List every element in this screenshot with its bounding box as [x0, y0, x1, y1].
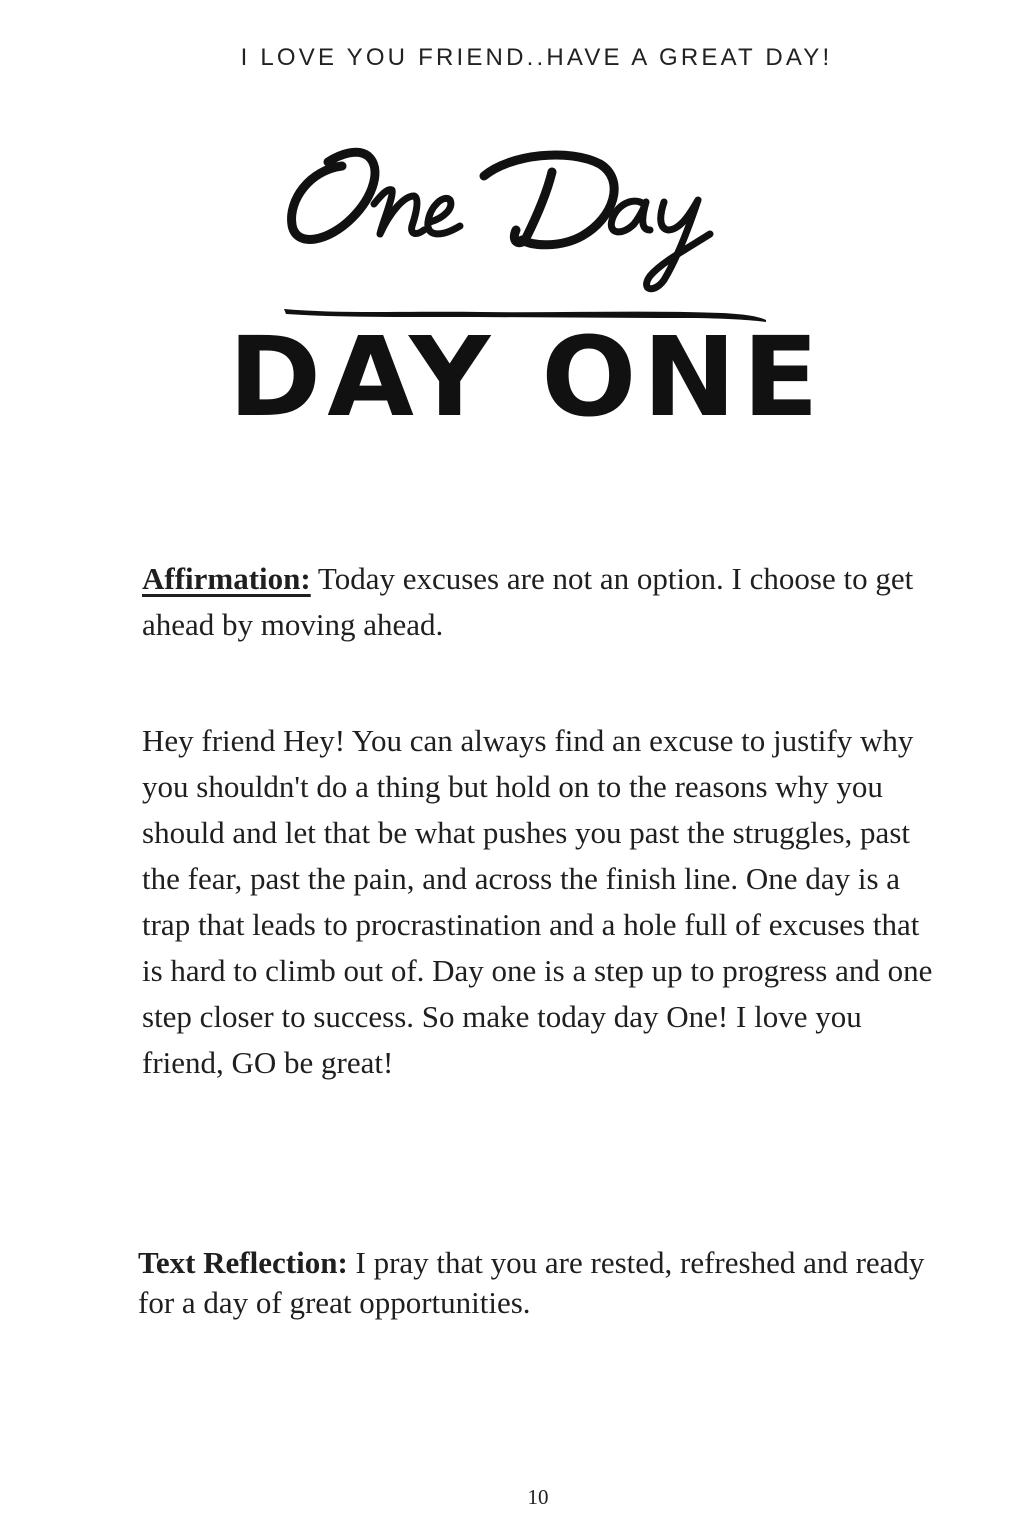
day-one-heading: DAY ONE: [228, 314, 825, 442]
affirmation-text: Today excuses are not an option. I choose to get ahead by moving ahead.: [142, 561, 914, 642]
page-number: 10: [527, 1485, 549, 1509]
affirmation-label: Affirmation:: [142, 561, 311, 596]
text-reflection-paragraph: [138, 1243, 958, 1323]
affirmation-paragraph: [142, 556, 942, 648]
one-day-script-title: [270, 130, 790, 305]
reflection-label: Text Reflection:: [138, 1245, 348, 1280]
page-header: I LOVE YOU FRIEND..HAVE A GREAT DAY!: [240, 44, 833, 71]
body-paragraph: Hey friend Hey! You can always find an excuse to justify why you shouldn't do a thing but hold on to the reasons why you should and let that be what pushes you past the struggles, past the fear, past the pain, and across the finish line. One day is a trap that leads to procrastination and a hole full of excuses that is hard to climb out of. Day one is a step up to progress and one step closer to success. So make today day One! I love you friend, GO be great!: [142, 723, 933, 1080]
reflection-text: I pray that you are rested, refreshed and ready for a day of great opportunities.: [138, 1245, 925, 1320]
